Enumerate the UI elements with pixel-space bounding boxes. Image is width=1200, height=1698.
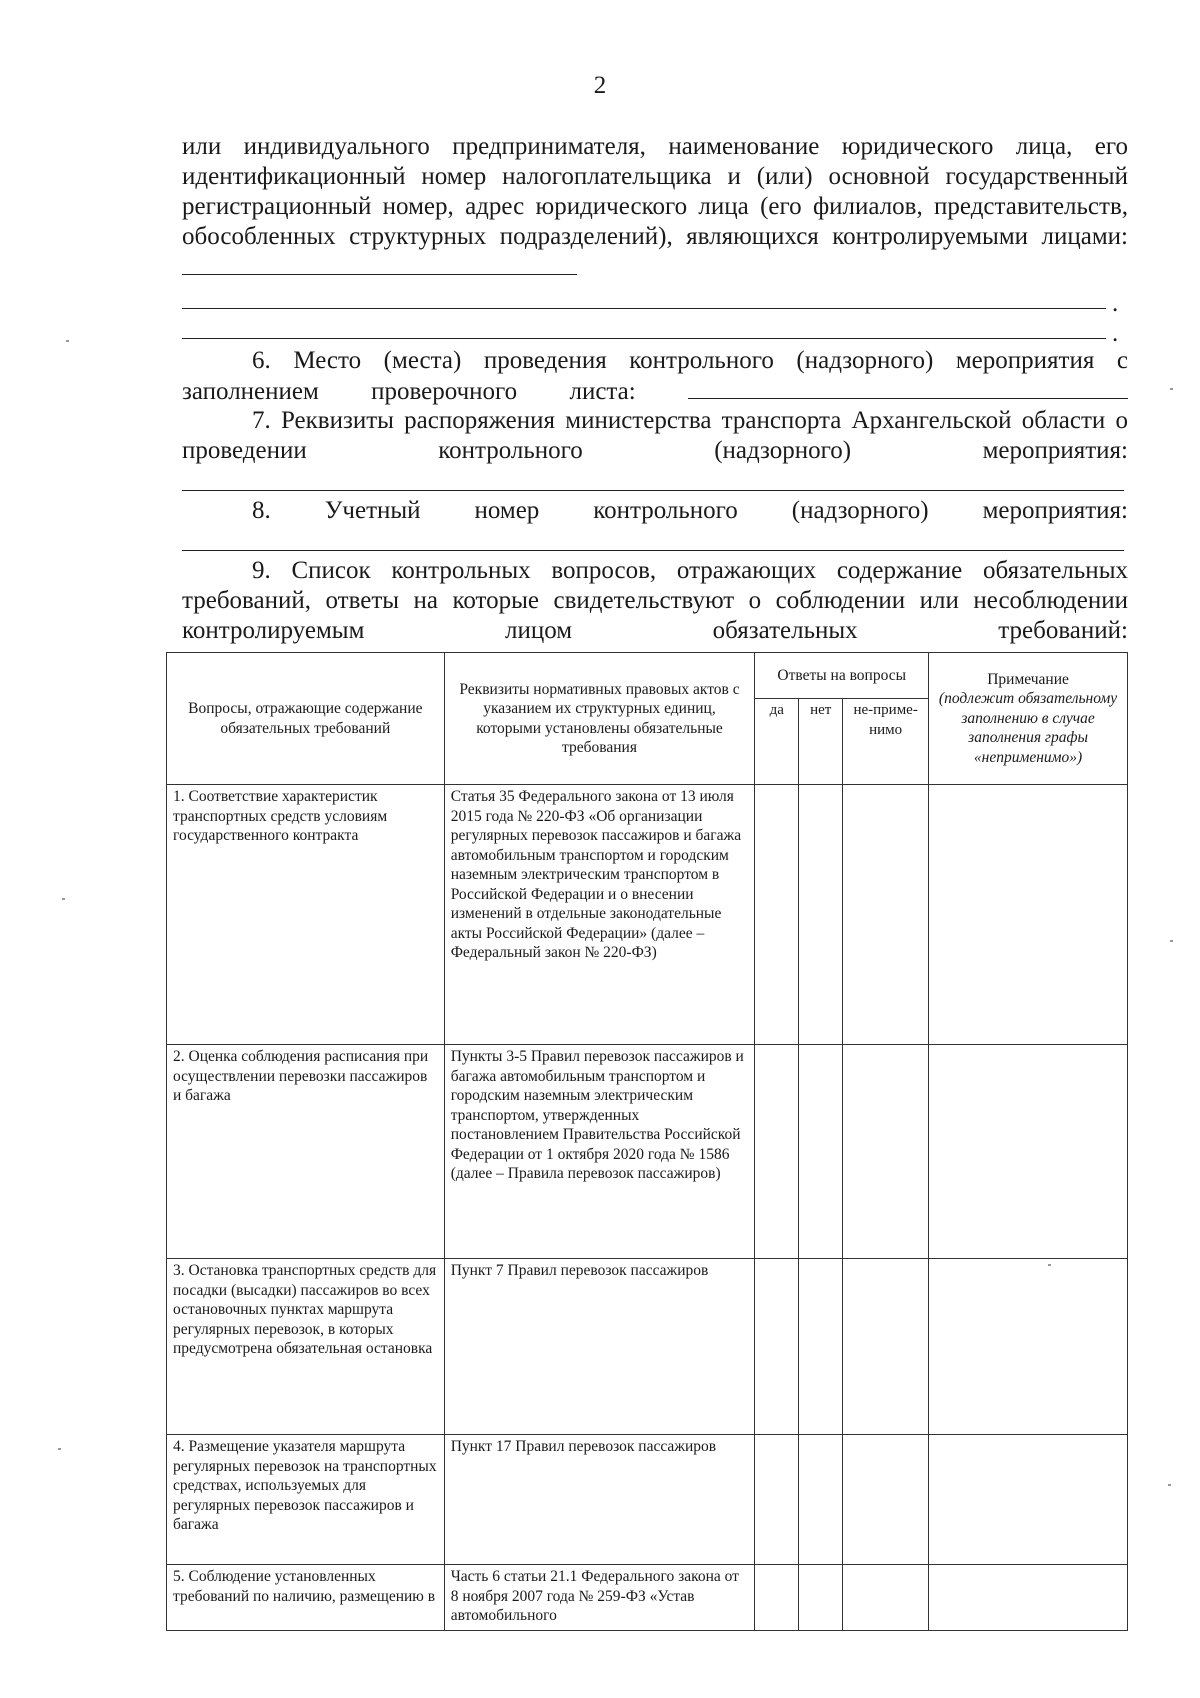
note-cell[interactable]: [929, 1565, 1128, 1631]
answer-yes-cell[interactable]: [755, 785, 799, 1045]
header-questions: Вопросы, отражающие содержание обязательных требований: [167, 653, 445, 785]
requisites-cell: Статья 35 Федерального закона от 13 июля 2015 года № 220-ФЗ «Об организации регулярных перевозок пассажиров и багажа автомобильным транспортом и городским наземным электрическим транспортом в Российской Федерации и о внесении изменений в отдельные законодательные акты Российской Федерации» (далее – Федеральный закон № 220-ФЗ): [444, 785, 755, 1045]
question-cell: 5. Соблюдение установленных требований по наличию, размещению в: [167, 1565, 445, 1631]
header-no: нет: [799, 699, 843, 785]
blank-line: [182, 308, 1106, 309]
table-row: [167, 1565, 1128, 1631]
requisites-cell: Пункт 17 Правил перевозок пассажиров: [444, 1435, 755, 1565]
scan-speck: [1168, 1484, 1171, 1486]
note-cell[interactable]: [929, 1045, 1128, 1259]
scan-speck: [1170, 388, 1173, 390]
line-end-period: .: [1112, 290, 1119, 317]
answer-no-cell[interactable]: [799, 1565, 843, 1631]
table-row: [167, 1045, 1128, 1259]
requisites-cell: Пункт 7 Правил перевозок пассажиров: [444, 1259, 755, 1435]
answer-na-cell[interactable]: [843, 785, 929, 1045]
answer-yes-cell[interactable]: [755, 1045, 799, 1259]
header-not-applicable: не-приме-нимо: [843, 699, 929, 785]
item-7: 7. Реквизиты распоряжения министерства транспорта Архангельской области о проведении контрольного (надзорного) мероприятия:: [182, 407, 1128, 464]
blank-line: [182, 550, 1124, 551]
checklist-table: [166, 652, 1128, 1631]
item-8: 8. Учетный номер контрольного (надзорного) мероприятия:: [252, 497, 1128, 524]
line-end-period: .: [1112, 320, 1119, 347]
question-cell: 4. Размещение указателя маршрута регулярных перевозок на транспортных средствах, используемых для регулярных перевозок пассажиров и багажа: [167, 1435, 445, 1565]
header-yes: да: [755, 699, 799, 785]
note-cell[interactable]: [929, 1435, 1128, 1565]
answer-na-cell[interactable]: [843, 1435, 929, 1565]
blank-line: [182, 338, 1106, 339]
answer-yes-cell[interactable]: [755, 1259, 799, 1435]
note-cell[interactable]: [929, 785, 1128, 1045]
header-note-detail: (подлежит обязательному заполнению в случае заполнения графы «неприменимо»): [938, 690, 1118, 766]
header-note-title: Примечание: [987, 670, 1069, 688]
table-row: [167, 1259, 1128, 1435]
page-number: 2: [593, 72, 607, 99]
item-6: 6. Место (места) проведения контрольного (надзорного) мероприятия с заполнением проверочного листа:: [182, 347, 1128, 405]
header-answers: Ответы на вопросы: [755, 653, 929, 699]
scan-speck: [1048, 1264, 1051, 1266]
answer-no-cell[interactable]: [799, 785, 843, 1045]
blank-line: [182, 252, 577, 275]
header-note: [929, 653, 1128, 785]
scan-speck: [66, 340, 69, 342]
answer-no-cell[interactable]: [799, 1435, 843, 1565]
scan-speck: [62, 898, 65, 900]
table-row: [167, 785, 1128, 1045]
table-row: [167, 1435, 1128, 1565]
question-cell: 2. Оценка соблюдения расписания при осуществлении перевозки пассажиров и багажа: [167, 1045, 445, 1259]
answer-no-cell[interactable]: [799, 1045, 843, 1259]
answer-na-cell[interactable]: [843, 1045, 929, 1259]
answer-no-cell[interactable]: [799, 1259, 843, 1435]
question-cell: 3. Остановка транспортных средств для посадки (высадки) пассажиров во всех остановочных пунктах маршрута регулярных перевозок, в которых предусмотрена обязательная остановка: [167, 1259, 445, 1435]
answer-yes-cell[interactable]: [755, 1565, 799, 1631]
question-cell: 1. Соответствие характеристик транспортных средств условиям государственного контракта: [167, 785, 445, 1045]
note-cell[interactable]: [929, 1259, 1128, 1435]
answer-yes-cell[interactable]: [755, 1435, 799, 1565]
blank-line: [182, 490, 1124, 491]
requisites-cell: Часть 6 статьи 21.1 Федерального закона от 8 ноября 2007 года № 259-ФЗ «Устав автомобильного: [444, 1565, 755, 1631]
scan-speck: [58, 1448, 61, 1450]
requisites-cell: Пункты 3-5 Правил перевозок пассажиров и багажа автомобильным транспортом и городским наземным электрическим транспортом, утвержденных постановлением Правительства Российской Федерации от 1 октября 2020 года № 1586 (далее – Правила перевозок пассажиров): [444, 1045, 755, 1259]
header-requisites: Реквизиты нормативных правовых актов с указанием их структурных единиц, которыми установлены обязательные требования: [444, 653, 755, 785]
scan-speck: [1170, 940, 1173, 942]
blank-line: [688, 376, 1128, 399]
item-9: 9. Список контрольных вопросов, отражающих содержание обязательных требований, ответы на которые свидетельствуют о соблюдении или несоблюдении контролируемым лицом обязательных требований:: [182, 557, 1128, 644]
intro-paragraph: или индивидуального предпринимателя, наименование юридического лица, его идентификационный номер налогоплательщика и (или) основной государственный регистрационный номер, адрес юридического лица (его филиалов, представительств, обособленных структурных подразделений), являющихся контролируемыми лицами:: [182, 132, 1128, 283]
answer-na-cell[interactable]: [843, 1565, 929, 1631]
answer-na-cell[interactable]: [843, 1259, 929, 1435]
